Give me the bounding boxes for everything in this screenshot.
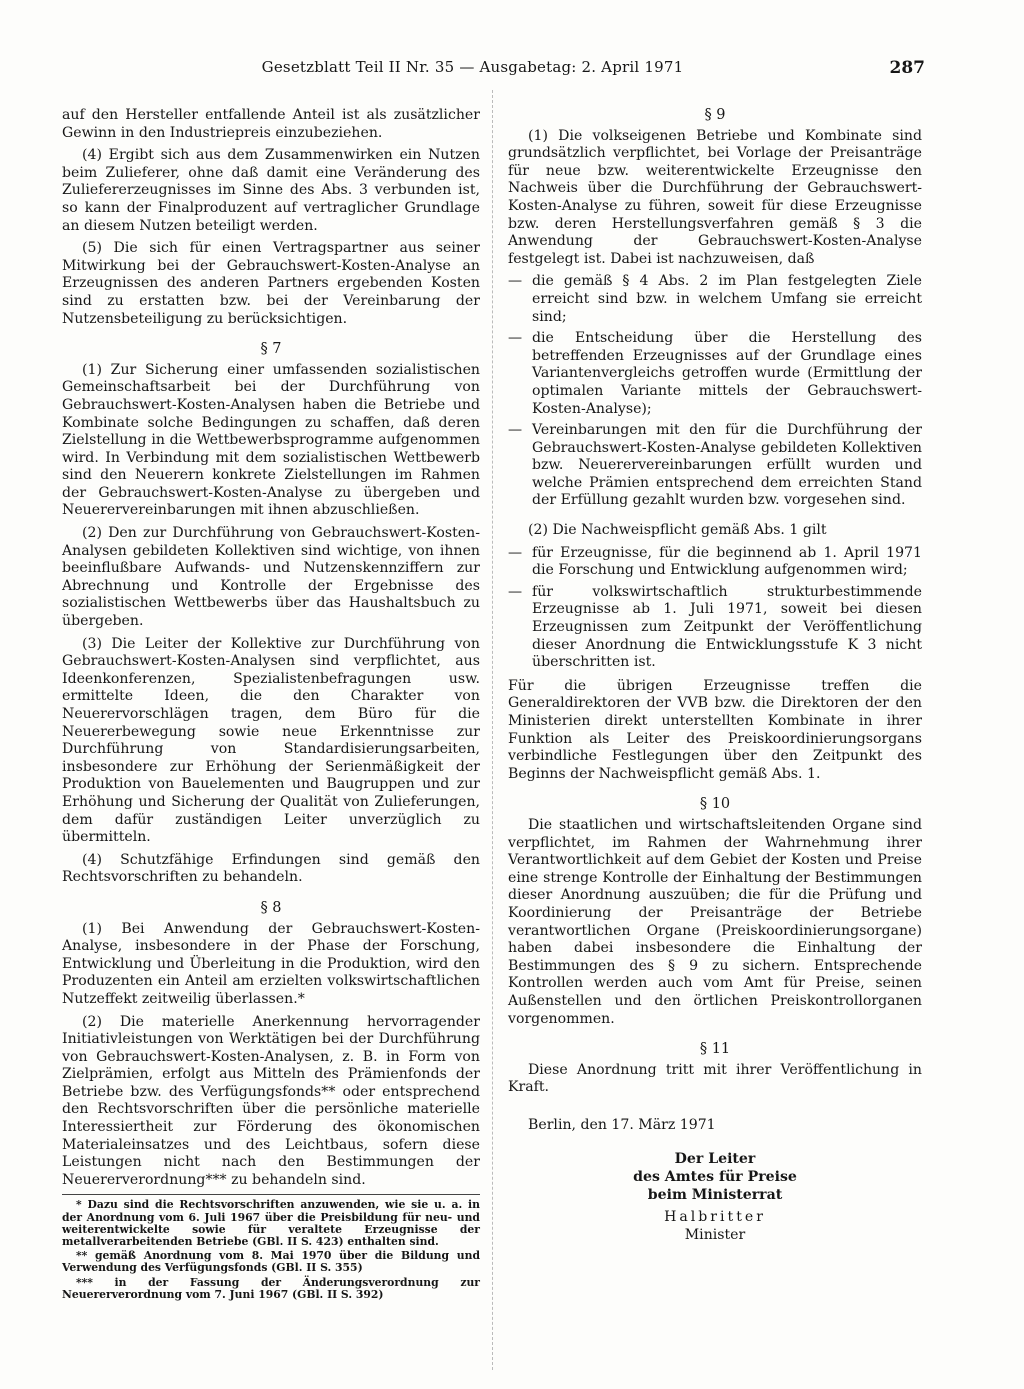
signature-title-line-3: beim Ministerrat bbox=[647, 1187, 783, 1204]
page-number: 287 bbox=[889, 58, 925, 78]
footnote-1: * Dazu sind die Rechtsvorschriften anzuwenden, wie sie u. a. in der Anordnung vom 6. Juli 1967 über die Preisbildung für neu- und weiterentwickelte sowie für veraltete Erzeugnisse der metallverarbeitenden Betriebe (GBl. II S. 423) enthalten sind. bbox=[62, 1198, 480, 1249]
section-8-heading: § 8 bbox=[260, 899, 282, 916]
list-item: — für volkswirtschaftlich strukturbestimmende Erzeugnisse ab 1. Juli 1971, soweit bei diesen Erzeugnissen zum Zeitpunkt der Veröffentlichung dieser Anordnung die Entwicklungsstufe K 3 nicht überschritten ist. bbox=[508, 584, 922, 672]
continued-paragraph: auf den Hersteller entfallende Anteil ist als zusätzlicher Gewinn in den Industriepreis einzubeziehen. bbox=[62, 107, 480, 141]
list-item: — die gemäß § 4 Abs. 2 im Plan festgelegten Ziele erreicht sind bzw. in welchem Umfang sie erreicht sind; bbox=[508, 273, 922, 326]
footnote-3: *** in der Fassung der Änderungsverordnung zur Neuererverordnung vom 7. Juni 1967 (GBl. II S. 392) bbox=[62, 1275, 480, 1301]
list-item: — Vereinbarungen mit den für die Durchführung der Gebrauchswert-Kosten-Analyse gebildeten Kollektiven bzw. Neuerervereinbarungen erfüllt wurden und welche Prämien entsprechend dem erreichten Stand der Erfüllung gezahlt wurden bzw. vorgesehen sind. bbox=[508, 422, 922, 510]
section-9-paragraph-1: (1) Die volkseigenen Betriebe und Kombinate sind grundsätzlich verpflichtet, bei Vorlage der Preisanträge für neue bzw. weiterentwickelte Erzeugnisse den Nachweis über die Durchführung der Gebrauchswert-Kosten-Analyse zu führen, soweit für diese Erzeugnisse bzw. deren Herstellungsverfahren gemäß § 3 die Anwendung der Gebrauchswert-Kosten-Analyse festgelegt ist. Dabei ist nachzuweisen, daß bbox=[508, 127, 922, 267]
list-item: — für Erzeugnisse, für die beginnend ab 1. April 1971 die Forschung und Entwicklung aufgenommen wird; bbox=[508, 545, 922, 580]
right-column bbox=[508, 107, 922, 1244]
page-header bbox=[100, 58, 925, 84]
section-9-list-1 bbox=[508, 273, 922, 510]
footnote-2: ** gemäß Anordnung vom 8. Mai 1970 über die Bildung und Verwendung des Verfügungsfonds (GBl. II S. 355) bbox=[62, 1249, 480, 1275]
section-10-heading: § 10 bbox=[699, 796, 731, 813]
section-11-paragraph: Diese Anordnung tritt mit ihrer Veröffentlichung in Kraft. bbox=[508, 1061, 922, 1096]
section-7-paragraph-4: (4) Schutzfähige Erfindungen sind gemäß den Rechtsvorschriften zu behandeln. bbox=[62, 851, 480, 886]
list-item: — die Entscheidung über die Herstellung des betreffenden Erzeugnisses auf der Grundlage eines Variantenvergleichs getroffen wurde (Ermittlung der optimalen Variante mittels der Gebrauchswert-Kosten-Analyse); bbox=[508, 330, 922, 418]
signature-title-line-1: Der Leiter bbox=[674, 1151, 756, 1168]
footnotes bbox=[62, 1194, 480, 1301]
section-8-paragraph-2: (2) Die materielle Anerkennung hervorragender Initiativleistungen von Werktätigen bei der Durchführung von Gebrauchswert-Kosten-Analysen, z. B. in Form von Zielprämien, erfolgt aus Mitteln des Prämienfonds der Betriebe bzw. des Verfügungsfonds** oder entsprechend den Rechtsvorschriften über die persönliche materielle Interessiertheit zur Förderung des ökonomischen Materialeinsatzes und des Leichtbaus, sofern diese Leistungen nicht nach den Bestimmungen der Neuererverordnung*** zu behandeln sind. bbox=[62, 1013, 480, 1188]
paragraph-4: (4) Ergibt sich aus dem Zusammenwirken ein Nutzen beim Zulieferer, ohne daß damit eine Veränderung des Zuliefererzeugnisses im Sinne des Abs. 3 verbunden ist, so kann der Finalproduzent auf vertraglicher Grundlage an diesem Nutzen beteiligt werden. bbox=[62, 147, 480, 234]
running-header: Gesetzblatt Teil II Nr. 35 — Ausgabetag: 2. April 1971 bbox=[261, 58, 684, 76]
left-column bbox=[62, 107, 480, 1303]
section-9-paragraph-2: (2) Die Nachweispflicht gemäß Abs. 1 gilt bbox=[528, 522, 827, 539]
section-8-paragraph-1: (1) Bei Anwendung der Gebrauchswert-Kosten-Analyse, insbesondere in der Phase der Forschung, Entwicklung und Überleitung in die Produktion, wird den Produzenten ein Anteil am erzielten volkswirtschaftlichen Nutzeffekt zeitweilig überlassen.* bbox=[62, 920, 480, 1007]
section-7-paragraph-1: (1) Zur Sicherung einer umfassenden sozialistischen Gemeinschaftsarbeit bei der Durchführung von Gebrauchswert-Kosten-Analysen haben die Betriebe und Kombinate solche Bedingungen zu schaffen, daß deren Zielstellung in die Wettbewerbsprogramme aufgenommen wird. In Verbindung mit dem sozialistischen Wettbewerb sind den Neuerern konkrete Zielstellungen im Rahmen der Gebrauchswert-Kosten-Analyse zu übergeben und Neuerervereinbarungen mit ihnen abzuschließen. bbox=[62, 361, 480, 519]
signature-title-line-2: des Amtes für Preise bbox=[633, 1169, 797, 1186]
signature-block bbox=[508, 1150, 922, 1244]
paragraph-5: (5) Die sich für einen Vertragspartner aus seiner Mitwirkung bei der Gebrauchswert-Kosten-Analyse an Erzeugnissen des anderen Partners ergebenden Kosten sind zu erstatten bzw. bei der Vereinbarung der Nutzensbeteiligung zu berücksichtigen. bbox=[62, 240, 480, 327]
place-and-date: Berlin, den 17. März 1971 bbox=[528, 1116, 716, 1133]
section-7-heading: § 7 bbox=[260, 341, 282, 358]
section-7-paragraph-2: (2) Den zur Durchführung von Gebrauchswert-Kosten-Analysen gebildeten Kollektiven sind wichtige, von ihnen beeinflußbare Aufwands- und Nutzenskennziffern zur Abrechnung und Kontrolle der Ergebnisse des sozialistischen Wettbewerbs über das Haushaltsbuch zu übergeben. bbox=[62, 525, 480, 630]
section-11-heading: § 11 bbox=[699, 1041, 731, 1058]
section-7-paragraph-3: (3) Die Leiter der Kollektive zur Durchführung von Gebrauchswert-Kosten-Analysen sind verpflichtet, aus Ideenkonferenzen, Spezialistenbefragungen usw. ermittelte Ideen, die den Charakter von Neuerervorschlägen tragen, dem Büro für die Neuererbewegung sowie neue Erkenntnisse zur Durchführung von Standardisierungsarbeiten, insbesondere zur Erhöhung der Serienmäßigkeit der Produktion von Bauelementen und Baugruppen und zur Erhöhung und Sicherung der Qualität von Zulieferungen, dem dafür zuständigen Leiter unverzüglich zu übermitteln. bbox=[62, 635, 480, 846]
section-9-heading: § 9 bbox=[704, 107, 726, 123]
section-9-paragraph-3: Für die übrigen Erzeugnisse treffen die Generaldirektoren der VVB bzw. die Direktoren der den Ministerien direkt unterstellten Kombinate in ihrer Funktion als Leiter des Preiskoordinierungsorgans verbindliche Festlegungen über den Zeitpunkt des Beginns der Nachweispflicht gemäß Abs. 1. bbox=[508, 677, 922, 782]
section-9-list-2 bbox=[508, 545, 922, 672]
column-divider bbox=[492, 90, 493, 1370]
signatory-name: Halbritter bbox=[664, 1209, 766, 1226]
signatory-rank: Minister bbox=[684, 1227, 746, 1244]
section-10-paragraph: Die staatlichen und wirtschaftsleitenden Organe sind verpflichtet, im Rahmen der Wahrnehmung ihrer Verantwortlichkeit auf dem Gebiet der Kosten und Preise eine strenge Kontrolle der Einhaltung der Bestimmungen dieser Anordnung auszuüben; die für die Prüfung und Koordinierung der Preisanträge der Betriebe verantwortlichen Organe (Preiskoordinierungsorgane) haben dabei insbesondere die Einhaltung der Bestimmungen des § 9 zu sichern. Entsprechende Kontrollen werden auch vom Amt für Preise, seinen Außenstellen und den örtlichen Preiskontrollorganen vorgenommen. bbox=[508, 816, 922, 1027]
